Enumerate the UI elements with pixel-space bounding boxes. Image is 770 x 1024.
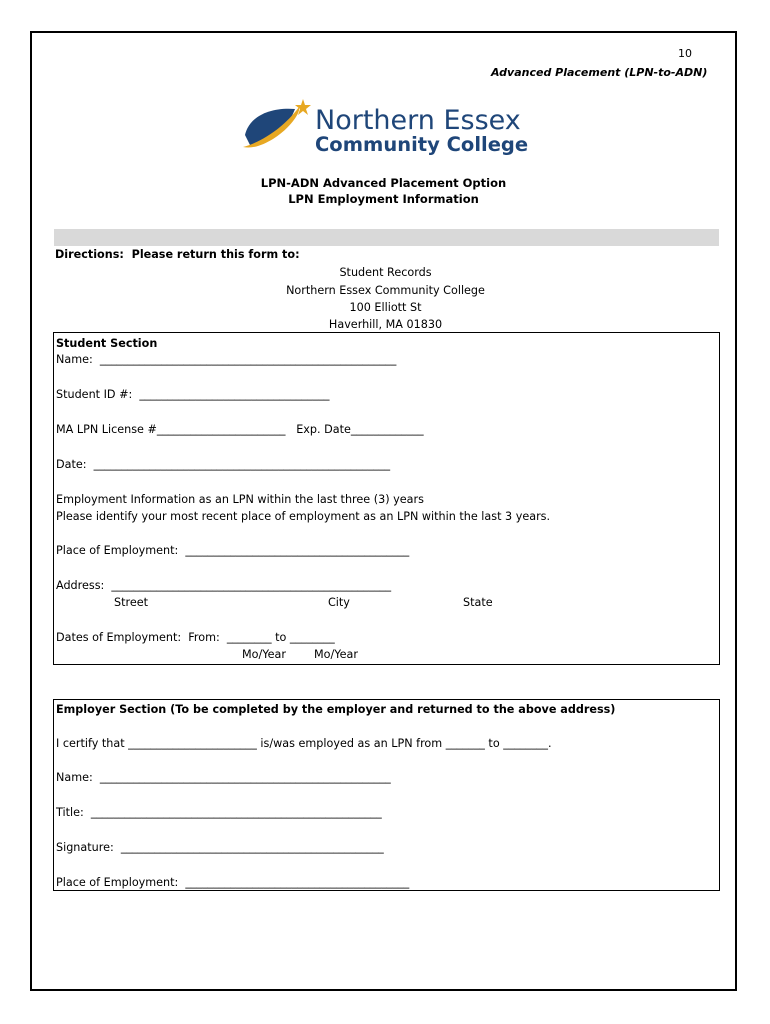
address-line-4: Haverhill, MA 01830 xyxy=(328,318,443,331)
logo-line1: Northern Essex xyxy=(315,105,521,136)
employment-info-line2: Please identify your most recent place of employment as an LPN within the last 3 years. xyxy=(56,510,551,523)
employer-section-heading: Employer Section (To be completed by the employer and returned to the above address) xyxy=(56,703,616,716)
dates-of-employment-field[interactable]: Dates of Employment: From: ________ to ________ xyxy=(56,631,335,644)
employer-name-field[interactable]: Name: ____________________________________________________ xyxy=(56,771,391,784)
employer-signature-field[interactable]: Signature: _______________________________________________ xyxy=(56,841,384,854)
dates-to-label: Mo/Year xyxy=(314,648,358,661)
address-line-1: Student Records xyxy=(339,266,432,279)
student-id-field[interactable]: Student ID #: __________________________________ xyxy=(56,388,330,401)
employer-section xyxy=(53,699,720,891)
dates-from-label: Mo/Year xyxy=(242,648,286,661)
address-city-label: City xyxy=(328,596,350,609)
student-name-field[interactable]: Name: _____________________________________________________ xyxy=(56,353,397,366)
address-street-label: Street xyxy=(114,596,148,609)
date-field[interactable]: Date: _____________________________________________________ xyxy=(56,458,391,471)
form-page xyxy=(30,31,737,991)
certify-field[interactable]: I certify that _______________________ is/was employed as an LPN from _______ to ________. xyxy=(56,737,552,750)
form-title-line1: LPN-ADN Advanced Placement Option xyxy=(260,176,507,190)
running-header: Advanced Placement (LPN-to-ADN) xyxy=(491,66,708,79)
address-line-2: Northern Essex Community College xyxy=(286,284,485,297)
page-number: 10 xyxy=(678,47,692,60)
student-section-heading: Student Section xyxy=(56,337,158,350)
address-field[interactable]: Address: __________________________________________________ xyxy=(56,579,392,592)
license-field[interactable]: MA LPN License #_______________________ Exp. Date_____________ xyxy=(56,423,424,436)
form-title-line2: LPN Employment Information xyxy=(288,192,479,206)
address-state-label: State xyxy=(463,596,493,609)
place-of-employment-field[interactable]: Place of Employment: ________________________________________ xyxy=(56,544,410,557)
employer-title-field[interactable]: Title: ____________________________________________________ xyxy=(56,806,382,819)
divider-bar xyxy=(54,229,719,246)
employer-place-field[interactable]: Place of Employment: ________________________________________ xyxy=(56,876,410,889)
logo-emblem-icon xyxy=(239,99,317,155)
employment-info-line1: Employment Information as an LPN within the last three (3) years xyxy=(56,493,424,506)
address-line-3: 100 Elliott St xyxy=(349,301,422,314)
logo-line2: Community College xyxy=(315,133,529,156)
directions-label: Directions: Please return this form to: xyxy=(55,248,300,261)
